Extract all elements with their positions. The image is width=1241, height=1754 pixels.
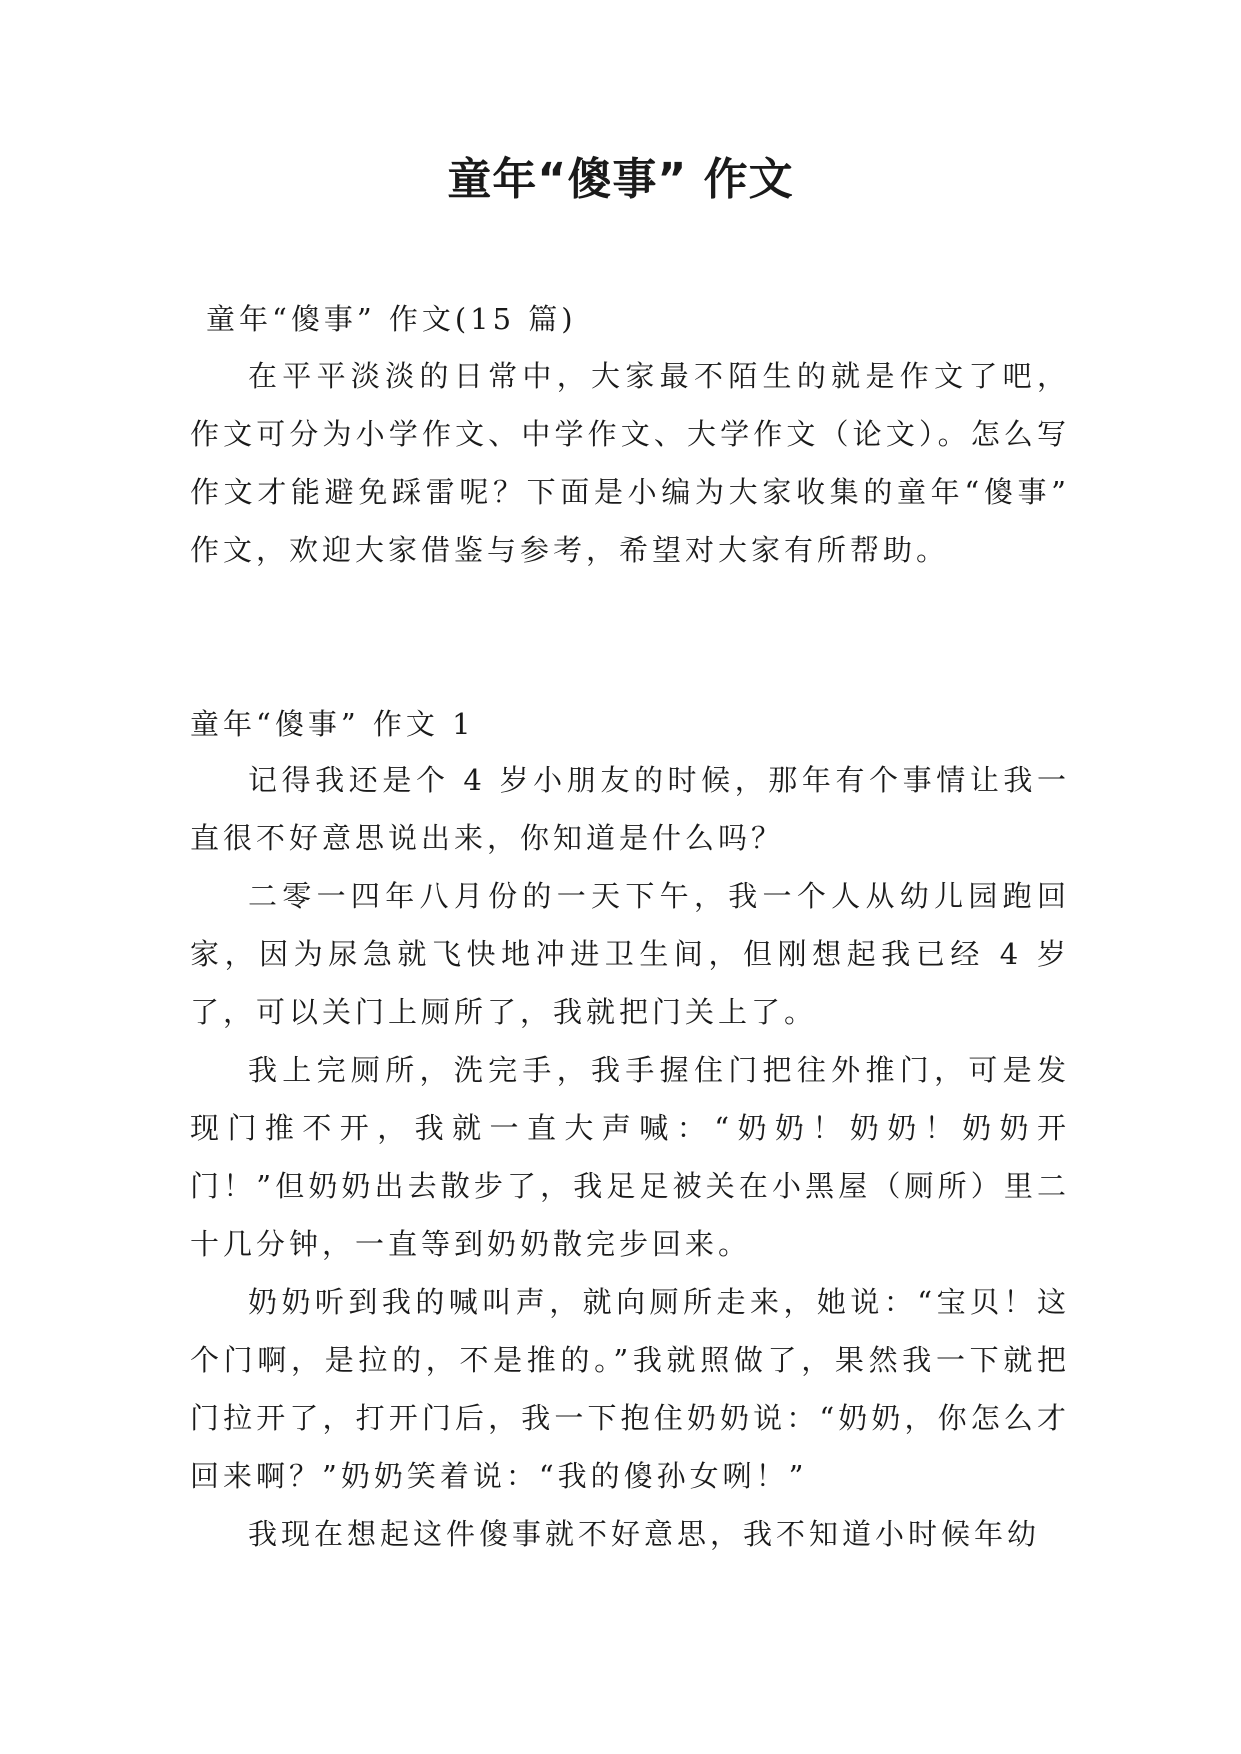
document-title: 童年“傻事” 作文: [447, 154, 794, 205]
document-subtitle: 童年“傻事” 作文(15 篇): [206, 302, 577, 336]
essay-paragraph: 我上完厕所，洗完手，我手握住门把往外推门，可是发现门推不开，我就一直大声喊：“奶奶！奶奶！奶奶开门！”但奶奶出去散步了，我足足被关在小黑屋（厕所）里二十几分钟，一直等到奶奶散完步回来。: [190, 1053, 1070, 1261]
essay-body: [190, 751, 1070, 1563]
essay-paragraph: 奶奶听到我的喊叫声，就向厕所走来，她说：“宝贝！这个门啊，是拉的，不是推的。”我就照做了，果然我一下就把门拉开了，打开门后，我一下抱住奶奶说：“奶奶，你怎么才回来啊？”奶奶笑着说：“我的傻孙女咧！”: [190, 1285, 1070, 1493]
intro-paragraph: 在平平淡淡的日常中，大家最不陌生的就是作文了吧，作文可分为小学作文、中学作文、大学作文（论文）。怎么写作文才能避免踩雷呢？下面是小编为大家收集的童年“傻事” 作文，欢迎大家借鉴与参考，希望对大家有所帮助。: [190, 359, 1070, 567]
section-heading: 童年“傻事” 作文 1: [190, 707, 475, 741]
essay-paragraph: 二零一四年八月份的一天下午，我一个人从幼儿园跑回家，因为尿急就飞快地冲进卫生间，但刚想起我已经 4 岁了，可以关门上厕所了，我就把门关上了。: [190, 879, 1070, 1029]
essay-paragraph: 记得我还是个 4 岁小朋友的时候，那年有个事情让我一直很不好意思说出来，你知道是什么吗？: [190, 763, 1070, 855]
essay-paragraph: 我现在想起这件傻事就不好意思，我不知道小时候年幼: [248, 1517, 1041, 1551]
